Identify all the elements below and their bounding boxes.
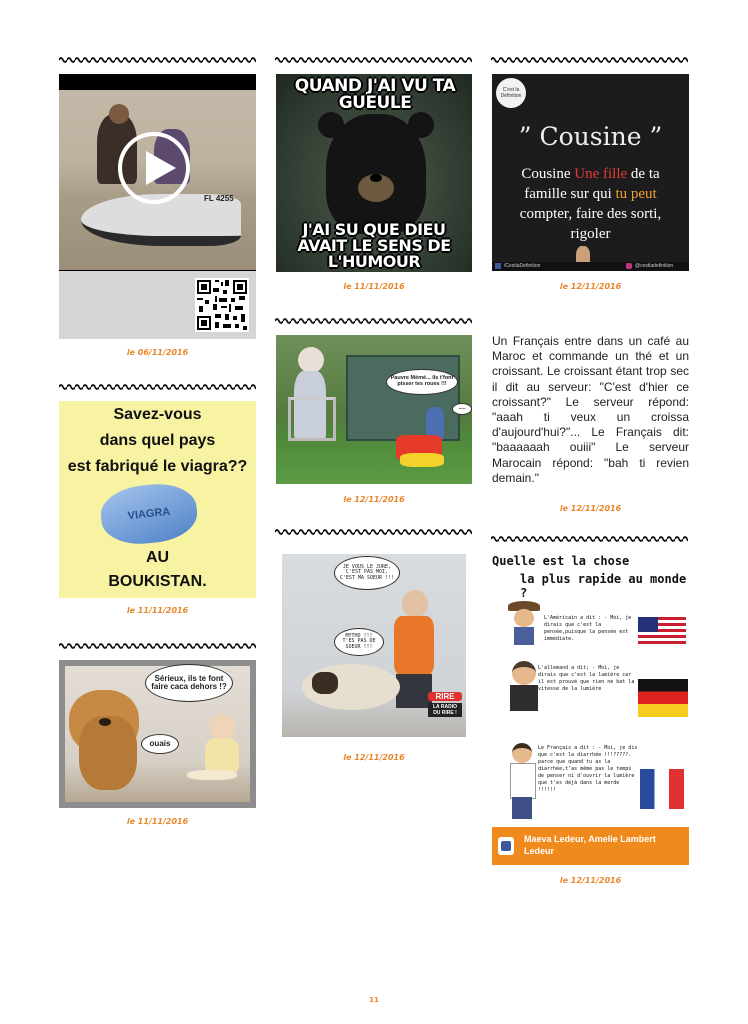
- joke-line: dans quel pays: [99, 432, 216, 449]
- comic-title: la plus rapide au monde ?: [520, 572, 687, 600]
- play-icon[interactable]: [118, 132, 190, 204]
- credit-text: Maeva Ledeur, Amelie Lambert Ledeur: [524, 834, 656, 856]
- divider: [275, 528, 472, 536]
- definition-title: ” Cousine ”: [518, 122, 663, 151]
- divider: [491, 56, 688, 64]
- joke-text: Un Français entre dans un café au Maroc et commande un thé et un croissant. Le croissant étant trop sec il dit au serveur: "C'est d'hier ce croissant?" Le serveur répond: "aaah ti veux un croissa d'aujourd'hui?"... Le Français dit: "baaaaaah ouiii" Le serveur Marocain répond: "bah ti revien demain.": [492, 334, 689, 485]
- post-date: le 12/11/2016: [559, 282, 622, 291]
- speech-bubble: MYTHO !!! T'ES PAS DE SOEUR !!!: [334, 628, 384, 656]
- granny-walker-photo[interactable]: [276, 335, 472, 484]
- brand-logo: C'est la Définition: [496, 78, 526, 108]
- meme-bottom-text: J'AI SU QUE DIEU AVAIT LE SENS DE L'HUMOUR: [297, 220, 451, 271]
- puppy-baby-photo[interactable]: [59, 660, 256, 808]
- post-date: le 06/11/2016: [126, 348, 189, 357]
- like-icon: [498, 837, 514, 855]
- joke-line: est fabriqué le viagra??: [67, 458, 248, 475]
- jetski-plate: FL 4255: [204, 194, 234, 203]
- post-date: le 11/11/2016: [126, 817, 189, 826]
- qr-panel: [59, 271, 256, 339]
- post-date: le 12/11/2016: [559, 876, 622, 885]
- joke-answer: BOUKISTAN.: [108, 573, 207, 590]
- page-number: 11: [369, 996, 379, 1004]
- video-thumbnail[interactable]: [59, 74, 256, 271]
- viagra-pill: VIAGRA: [98, 480, 200, 548]
- facebook-icon: [495, 263, 501, 269]
- divider: [59, 383, 256, 391]
- french-caricature: [506, 741, 538, 821]
- credit-banner[interactable]: [492, 827, 689, 865]
- joke-line: Savez-vous: [113, 406, 202, 423]
- usa-flag-icon: [638, 617, 686, 647]
- card-footer: /CestlaDefinition @cestladefinition: [492, 262, 689, 271]
- divider: [275, 317, 472, 325]
- cowboy-caricature: [506, 597, 542, 647]
- divider: [275, 56, 472, 64]
- viagra-joke[interactable]: [59, 401, 256, 598]
- speech-bubble: Sérieux, ils te font faire caca dehors !?: [145, 664, 233, 702]
- speech-bubble: Pauvre Mémé... ils t'font pisser tes roues !!!: [386, 369, 458, 395]
- speech-bubble: .....: [452, 403, 472, 415]
- post-date: le 12/11/2016: [343, 495, 405, 504]
- divider: [491, 535, 688, 543]
- post-date: le 12/11/2016: [559, 504, 622, 513]
- qr-code-icon: [195, 278, 249, 332]
- post-date: le 11/11/2016: [126, 606, 189, 615]
- joke-answer: AU: [145, 549, 170, 566]
- radio-logo: RIRE LA RADIO DU RIRE !: [428, 692, 462, 734]
- french-quote: Le Français a dit : - Moi, je dis que c'est la diarrhée !!!?????. parce que quand tu as la diarrhée,t'as même pas le temps de penser ni d'ouvrir la lumière que t'es déjà dans la merde !!!!!!: [538, 745, 638, 793]
- instagram-icon: [626, 263, 632, 269]
- cousine-definition-card[interactable]: [492, 74, 689, 271]
- comic-title: Quelle est la chose: [492, 554, 630, 568]
- post-date: le 12/11/2016: [343, 753, 405, 762]
- post-date: le 11/11/2016: [343, 282, 405, 291]
- divider: [59, 56, 256, 64]
- speech-bubble: JE VOUS LE JURE, C'EST PAS MOI, C'EST MA SOEUR !!!: [334, 556, 400, 590]
- american-quote: L'Américain a dit : - Moi, je dirais que c'est la pensée,puisque la pensée est immédiate.: [544, 615, 632, 642]
- fastest-thing-comic[interactable]: [492, 551, 689, 827]
- german-quote: L'allemand a dit; - Moi, je dirais que c'est la lumière car il est prouvé que rien ne bat la vitesse de la lumière: [538, 665, 635, 692]
- germany-flag-icon: [638, 679, 688, 717]
- german-caricature: [506, 657, 542, 715]
- bear-meme[interactable]: [276, 74, 472, 272]
- speech-bubble: ouais: [141, 734, 179, 754]
- divider: [59, 642, 256, 650]
- definition-text: Cousine Une fille de ta famille sur qui tu peut compter, faire des sorti, rigoler: [519, 166, 662, 242]
- dog-kid-photo[interactable]: [282, 554, 466, 737]
- meme-top-text: QUAND J'AI VU TA GUEULE: [294, 76, 456, 113]
- france-flag-icon: [640, 769, 684, 809]
